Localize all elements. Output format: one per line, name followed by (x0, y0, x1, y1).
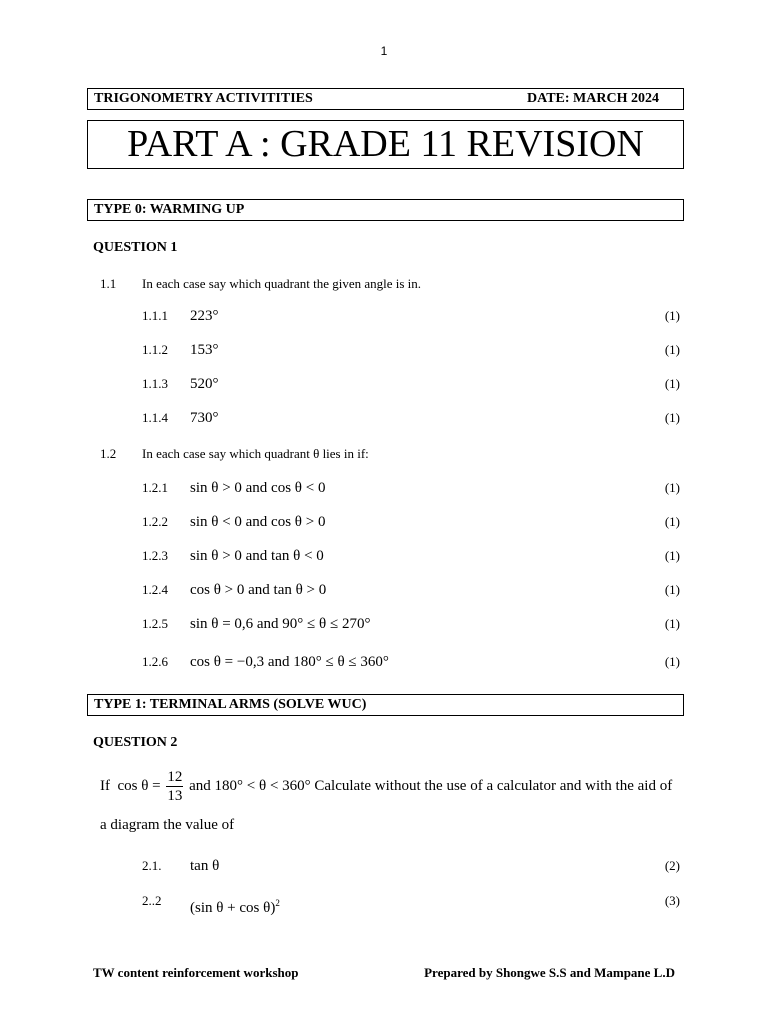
q1-1-1-expr: 223° (190, 308, 219, 324)
q2-intro-rest: and 180° < θ < 360° Calculate without the use of a calculator and with the aid of (189, 777, 673, 794)
question2-heading: QUESTION 2 (93, 735, 178, 750)
q1-2-1-mark: (1) (664, 480, 680, 495)
q2-2-exponent: 2 (275, 898, 280, 908)
q2-2-expr-wrap (190, 898, 280, 917)
q1-1-1-mark: (1) (664, 308, 680, 323)
question1-heading: QUESTION 1 (93, 240, 178, 255)
q1-1-text: In each case say which quadrant the given angle is in. (142, 276, 422, 291)
main-title: PART A : GRADE 11 REVISION (127, 123, 644, 165)
footer-right: Prepared by Shongwe S.S and Mampane L.D (424, 965, 675, 980)
q1-2-6-expr: cos θ = −0,3 and 180° ≤ θ ≤ 360° (190, 654, 389, 670)
q1-1-2-expr: 153° (190, 342, 219, 358)
page-number: 1 (380, 44, 388, 58)
q1-2-5-mark: (1) (664, 616, 680, 631)
q1-1-4-mark: (1) (664, 410, 680, 425)
q1-2-text: In each case say which quadrant θ lies in if: (142, 446, 369, 461)
q2-2-expr: (sin θ + cos θ) (190, 900, 276, 916)
type0-box (87, 199, 684, 221)
q1-1-number: 1.1 (100, 276, 117, 291)
q2-intro-line2: a diagram the value of (100, 817, 235, 833)
q2-2-mark: (3) (664, 893, 680, 908)
q2-2-number: 2..2 (142, 893, 162, 908)
q1-1-3-expr: 520° (190, 376, 219, 392)
q1-1-4-number: 1.1.4 (142, 410, 168, 425)
q1-1-3-number: 1.1.3 (142, 376, 168, 391)
type1-box (87, 694, 684, 716)
header-date: DATE: MARCH 2024 (527, 91, 659, 106)
q1-2-4-number: 1.2.4 (142, 582, 168, 597)
q2-intro (100, 768, 672, 805)
q1-2-3-expr: sin θ > 0 and tan θ < 0 (190, 548, 324, 564)
q1-2-4-mark: (1) (664, 582, 680, 597)
main-title-box (87, 120, 684, 169)
q1-2-3-number: 1.2.3 (142, 548, 168, 563)
q1-2-6-mark: (1) (664, 654, 680, 669)
q1-2-1-expr: sin θ > 0 and cos θ < 0 (190, 480, 326, 496)
q2-1-expr: tan θ (190, 858, 220, 874)
q2-intro-if: If (100, 777, 110, 794)
q1-2-5-number: 1.2.5 (142, 616, 168, 631)
type1-label: TYPE 1: TERMINAL ARMS (SOLVE WUC) (94, 697, 367, 712)
q2-intro-lhs: cos θ = (117, 777, 161, 794)
q1-1-2-mark: (1) (664, 342, 680, 357)
q2-fraction-denominator: 13 (167, 788, 183, 804)
q1-2-3-mark: (1) (664, 548, 680, 563)
q1-1-1-number: 1.1.1 (142, 308, 168, 323)
q1-1-3-mark: (1) (664, 376, 680, 391)
q2-fraction (166, 768, 183, 805)
q1-2-1-number: 1.2.1 (142, 480, 168, 495)
q1-1-2-number: 1.1.2 (142, 342, 168, 357)
q1-2-5-expr: sin θ = 0,6 and 90° ≤ θ ≤ 270° (190, 616, 371, 632)
q1-2-number: 1.2 (100, 446, 117, 461)
q1-1-4-expr: 730° (190, 410, 219, 426)
q1-2-6-number: 1.2.6 (142, 654, 168, 669)
q1-2-2-expr: sin θ < 0 and cos θ > 0 (190, 514, 326, 530)
q2-fraction-numerator: 12 (167, 769, 183, 785)
q2-1-number: 2.1. (142, 858, 162, 873)
header-title: TRIGONOMETRY ACTIVITITIES (94, 91, 313, 106)
header-box (87, 88, 684, 110)
q1-2-4-expr: cos θ > 0 and tan θ > 0 (190, 582, 327, 598)
type0-label: TYPE 0: WARMING UP (94, 202, 245, 217)
q1-2-2-number: 1.2.2 (142, 514, 168, 529)
q2-1-mark: (2) (664, 858, 680, 873)
q1-2-2-mark: (1) (664, 514, 680, 529)
footer-left: TW content reinforcement workshop (93, 965, 299, 980)
